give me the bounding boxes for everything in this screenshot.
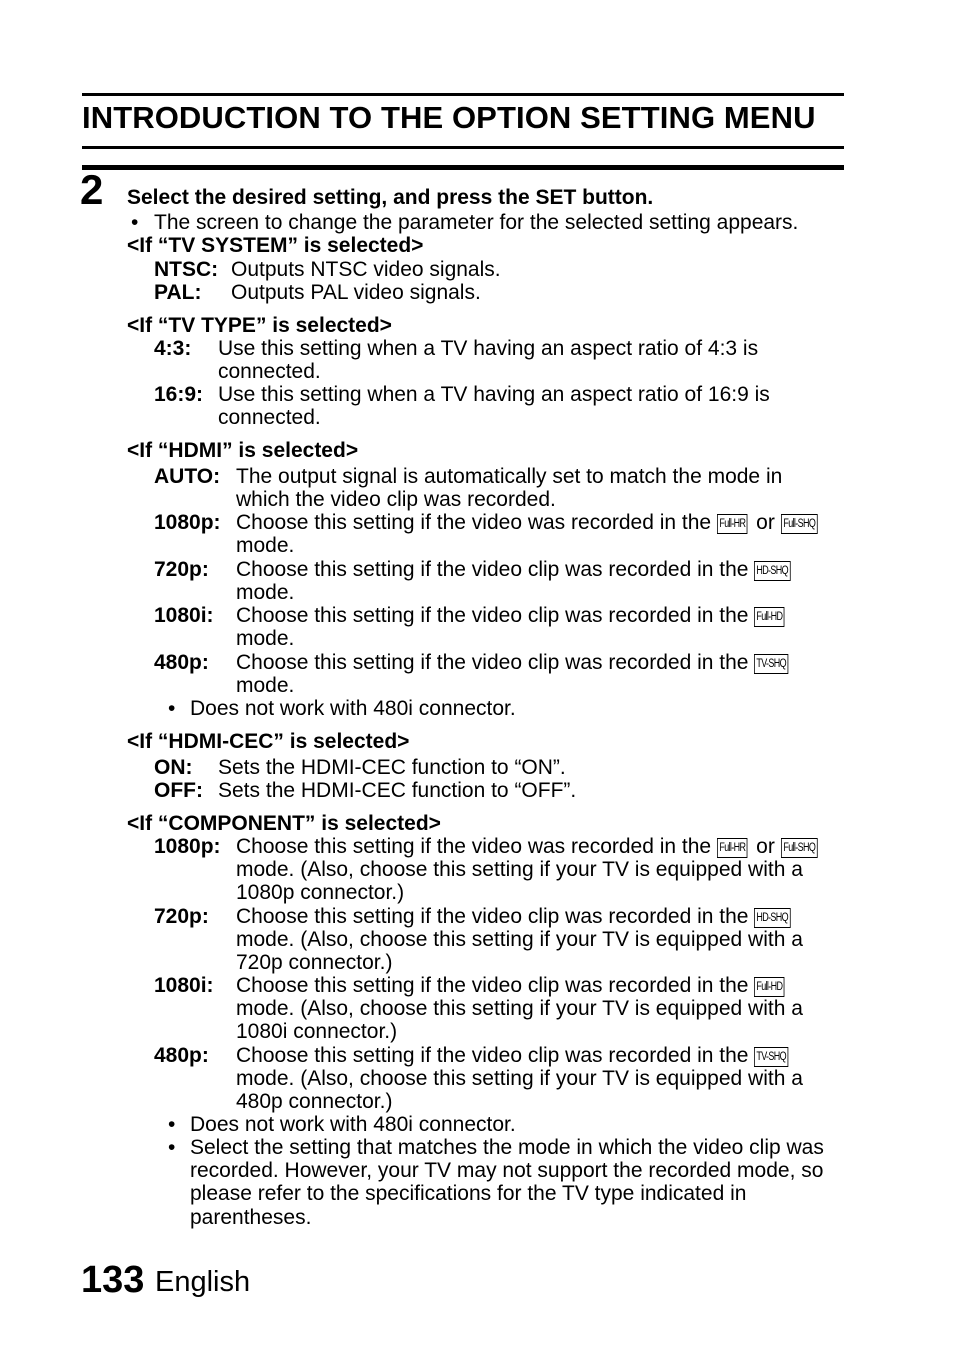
ratio-169-desc: Use this setting when a TV having an aspect ratio of 16:9 is connected. xyxy=(218,383,770,430)
cec-off-key: OFF: xyxy=(154,779,203,802)
hdmi-1080p-text: Choose this setting if the video was recorded in the xyxy=(236,511,712,534)
hdmi-1080i-text: Choose this setting if the video clip was recorded in the xyxy=(236,604,749,627)
hdmi-1080p-key: 1080p: xyxy=(154,511,221,534)
hdmi-1080p-mode: mode. xyxy=(236,534,295,558)
comp-1080p-desc xyxy=(236,835,836,905)
hdmi-720p-key: 720p: xyxy=(154,558,209,581)
hdmi-auto-key: AUTO: xyxy=(154,465,221,488)
comp-1080p-text: Choose this setting if the video was recorded in the xyxy=(236,835,712,858)
full-shq-icon: Full-SHQ xyxy=(781,838,818,858)
hdmi-bullet-text: Does not work with 480i connector. xyxy=(190,697,516,720)
comp-720p-key: 720p: xyxy=(154,905,209,928)
language-label: English xyxy=(155,1266,251,1298)
comp-1080i-text: Choose this setting if the video clip was recorded in the xyxy=(236,974,749,997)
comp-720p-text: Choose this setting if the video clip was recorded in the xyxy=(236,905,749,928)
bullet-dot: • xyxy=(168,1136,176,1159)
page-title: INTRODUCTION TO THE OPTION SETTING MENU xyxy=(82,100,816,135)
step-instruction: Select the desired setting, and press the SET button. xyxy=(127,186,654,209)
comp-480p-desc xyxy=(236,1044,844,1114)
full-hd-icon: Full-HD xyxy=(754,977,785,997)
hdmi-480p-desc xyxy=(236,651,836,697)
hdmi-720p-mode: mode. xyxy=(236,581,295,605)
header-rule-top xyxy=(82,93,844,96)
tv-shq-icon: TV-SHQ xyxy=(754,1047,788,1067)
header-rule-bottom xyxy=(82,146,844,149)
comp-720p-mode: mode. (Also, choose this setting if your TV is equipped with a 720p connector.) xyxy=(236,928,803,975)
hdmi-480p-text: Choose this setting if the video clip was recorded in the xyxy=(236,651,749,674)
hdmi-heading: <If “HDMI” is selected> xyxy=(127,439,359,462)
bullet-dot: • xyxy=(168,1113,176,1136)
comp-480p-text: Choose this setting if the video clip was recorded in the xyxy=(236,1044,749,1067)
tv-shq-icon: TV-SHQ xyxy=(754,654,788,674)
ratio-43-key: 4:3: xyxy=(154,337,192,360)
step-number: 2 xyxy=(80,166,104,213)
bullet-dot: • xyxy=(131,211,139,234)
hdmi-1080p-desc xyxy=(236,511,836,557)
cec-on-desc: Sets the HDMI-CEC function to “ON”. xyxy=(218,756,566,779)
hdmi-720p-text: Choose this setting if the video clip was recorded in the xyxy=(236,558,749,581)
hdmi-720p-desc xyxy=(236,558,836,604)
ntsc-key: NTSC: xyxy=(154,258,219,281)
ratio-43-desc: Use this setting when a TV having an aspect ratio of 4:3 is connected. xyxy=(218,337,759,384)
cec-off-desc: Sets the HDMI-CEC function to “OFF”. xyxy=(218,779,577,802)
hd-shq-icon: HD-SHQ xyxy=(754,561,790,581)
comp-720p-desc xyxy=(236,905,844,975)
hdmi-1080i-mode: mode. xyxy=(236,627,295,651)
tv-system-heading: <If “TV SYSTEM” is selected> xyxy=(127,234,424,257)
full-shq-icon: Full-SHQ xyxy=(781,514,818,534)
component-heading: <If “COMPONENT” is selected> xyxy=(127,812,441,835)
comp-1080p-key: 1080p: xyxy=(154,835,221,858)
comp-1080i-mode: mode. (Also, choose this setting if your TV is equipped with a 1080i connector.) xyxy=(236,997,803,1044)
step-note: The screen to change the parameter for the selected setting appears. xyxy=(154,211,799,234)
hdmi-cec-heading: <If “HDMI-CEC” is selected> xyxy=(127,730,410,753)
ratio-169-key: 16:9: xyxy=(154,383,204,406)
hdmi-1080i-key: 1080i: xyxy=(154,604,214,627)
hd-shq-icon: HD-SHQ xyxy=(754,908,790,928)
hdmi-480p-key: 480p: xyxy=(154,651,209,674)
component-bullet-2-text: Select the setting that matches the mode in which the video clip was recorded. However, your TV may not support the recorded mode, so please refer to the specifications for the TV type indicated in parentheses. xyxy=(190,1136,824,1229)
tv-type-heading: <If “TV TYPE” is selected> xyxy=(127,314,392,337)
page-number: 133 xyxy=(81,1259,145,1301)
comp-1080i-key: 1080i: xyxy=(154,974,214,997)
comp-1080p-mode: mode. (Also, choose this setting if your TV is equipped with a 1080p connector.) xyxy=(236,858,803,905)
bullet-dot: • xyxy=(168,697,176,720)
pal-desc: Outputs PAL video signals. xyxy=(231,281,481,304)
full-hd-icon: Full-HD xyxy=(754,607,785,627)
pal-key: PAL: xyxy=(154,281,202,304)
comp-1080p-or: or xyxy=(756,835,775,858)
comp-480p-mode: mode. (Also, choose this setting if your TV is equipped with a 480p connector.) xyxy=(236,1067,803,1114)
comp-480p-key: 480p: xyxy=(154,1044,209,1067)
hdmi-1080i-desc xyxy=(236,604,836,650)
hdmi-1080p-or: or xyxy=(756,511,775,534)
step-rule xyxy=(82,165,844,170)
full-hr-icon: Full-HR xyxy=(717,838,748,858)
full-hr-icon: Full-HR xyxy=(717,514,748,534)
hdmi-auto-desc: The output signal is automatically set to match the mode in which the video clip was recorded. xyxy=(236,465,783,512)
comp-1080i-desc xyxy=(236,974,844,1044)
ntsc-desc: Outputs NTSC video signals. xyxy=(231,258,501,281)
component-bullet-1-text: Does not work with 480i connector. xyxy=(190,1113,516,1136)
cec-on-key: ON: xyxy=(154,756,193,779)
hdmi-480p-mode: mode. xyxy=(236,674,295,698)
